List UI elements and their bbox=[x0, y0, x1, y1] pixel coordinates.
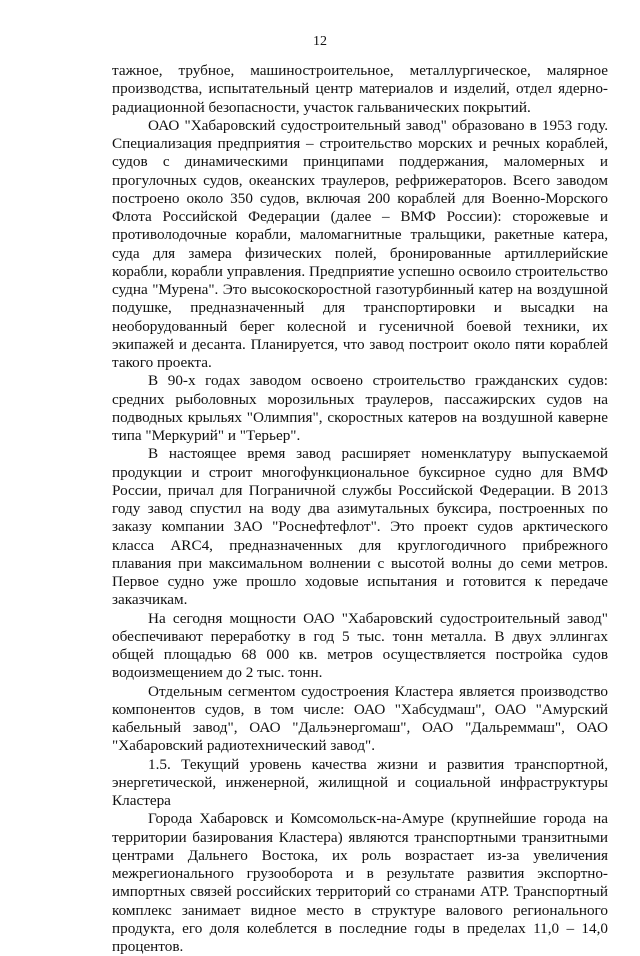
paragraph-current-production: В настоящее время завод расширяет номенклатуру выпускаемой продукции и строит многофункциональное буксирное судно для ВМФ России, причал для Пограничной службы Российской Федерации. В 2013 году завод спустил на воду два азимутальных буксира, построенных по заказу компании ЗАО "Роснефтефлот". Это проект судов арктического класса ARC4, предназначенных для круглогодичного прибрежного плавания при максимальном волнении с высотой волны до семи метров. Первое судно уже прошло ходовые испытания и готовится к передаче заказчикам. bbox=[112, 445, 608, 609]
page-number: 12 bbox=[313, 34, 327, 49]
paragraph-components: Отдельным сегментом судостроения Кластера является производство компонентов судов, в том числе: ОАО "Хабсудмаш", ОАО "Амурский кабельный завод", ОАО "Дальэнергомаш", ОАО "Дальреммаш", ОАО "Хабаровский радиотехнический завод". bbox=[112, 682, 608, 755]
section-heading: 1.5. Текущий уровень качества жизни и развития транспортной, энергетической, инженерной, жилищной и социальной инфраструктуры Кластера bbox=[112, 755, 608, 809]
paragraph-continuation: тажное, трубное, машиностроительное, металлургическое, малярное производства, испытательный центр материалов и изделий, отдел ядерно-радиационной безопасности, участок гальванических покрытий. bbox=[112, 62, 608, 116]
body-text bbox=[112, 62, 608, 956]
paragraph-capacity: На сегодня мощности ОАО "Хабаровский судостроительный завод" обеспечивают переработку в год 5 тыс. тонн металла. В двух эллингах общей площадью 68 000 кв. метров осуществляется постройка судов водоизмещением до 2 тыс. тонн. bbox=[112, 609, 608, 682]
paragraph-civil-ships: В 90-х годах заводом освоено строительство гражданских судов: средних рыболовных морозильных траулеров, пассажирских судов на подводных крыльях "Олимпия", скоростных катеров на воздушной каверне типа "Меркурий" и "Терьер". bbox=[112, 372, 608, 444]
paragraph-shipyard-history: ОАО "Хабаровский судостроительный завод" образовано в 1953 году. Специализация предприятия – строительство морских и речных кораблей, судов с динамическими принципами поддержания, маломерных и прогулочных судов, океанских траулеров, рефрижераторов. Всего заводом построено около 350 судов, включая 200 кораблей для Военно-Морского Флота Российской Федерации (далее – ВМФ России): сторожевые и противолодочные корабли, маломагнитные тральщики, ракетные катера, суда для замера физических полей, бронированные артиллерийские корабли, корабли управления. Предприятие успешно освоило строительство судна "Мурена". Это высокоскоростной газотурбинный катер на воздушной подушке, предназначенный для транспортировки и высадки на необорудованный берег колесной и гусеничной боевой техники, их экипажей и десанта. Планируется, что завод построит около пяти кораблей такого проекта. bbox=[112, 116, 608, 371]
paragraph-transport-centers: Города Хабаровск и Комсомольск-на-Амуре (крупнейшие города на территории базирования Кластера) являются транспортными транзитными центрами Дальнего Востока, их роль возрастает из-за увеличения межрегионального грузооборота и в результате развития экспортно-импортных связей российских территорий со странами АТР. Транспортный комплекс занимает видное место в структуре валового регионального продукта, его доля колеблется в последние годы в пределах 11,0 – 14,0 процентов. bbox=[112, 810, 608, 955]
